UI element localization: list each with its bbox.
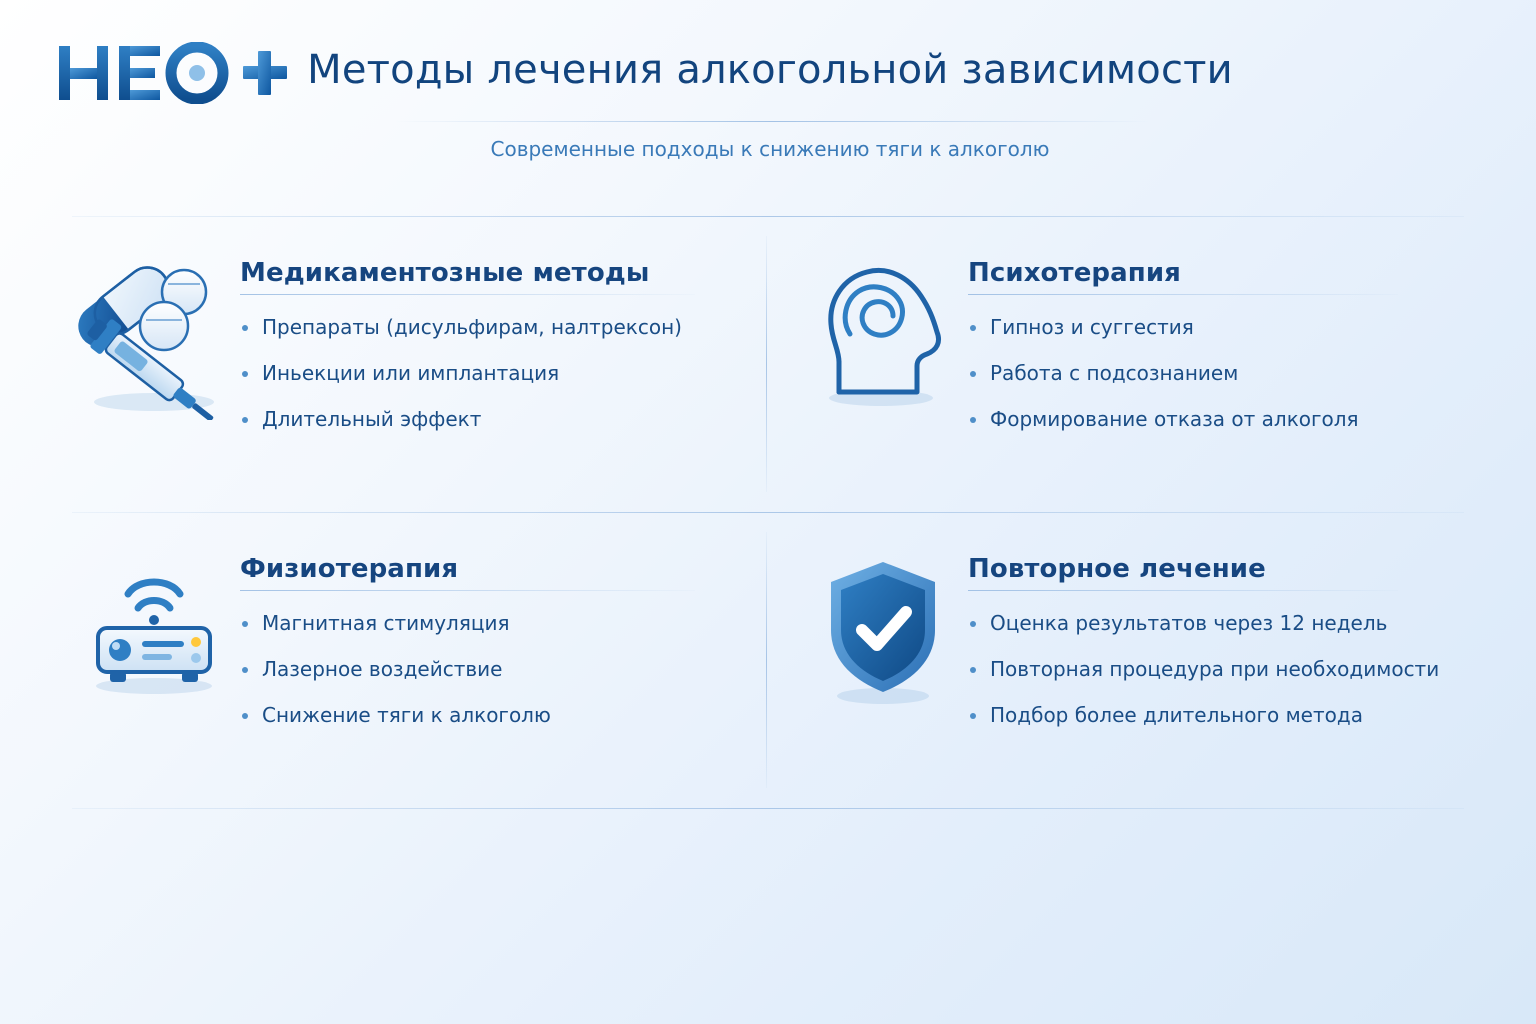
card-title-medication: Медикаментозные методы (240, 258, 650, 288)
divider-bottom (72, 808, 1464, 809)
card-physiotherapy (72, 536, 752, 788)
card-title-rule (968, 294, 1398, 295)
card-psychotherapy (800, 240, 1470, 492)
list-item: Магнитная стимуляция (240, 611, 752, 636)
card-title-psychotherapy: Психотерапия (968, 258, 1181, 288)
list-item: Подбор более длительного метода (968, 703, 1470, 728)
card-body-physiotherapy (240, 536, 752, 728)
device-signal-icon (72, 536, 240, 706)
list-item: Гипноз и суггестия (968, 315, 1470, 340)
card-body-medication (240, 240, 752, 432)
page-subtitle: Современные подходы к снижению тяги к алкоголю (490, 137, 1050, 161)
divider-middle (72, 512, 1464, 513)
card-medication (72, 240, 752, 492)
title-divider (395, 121, 1150, 122)
list-item: Лазерное воздействие (240, 657, 752, 682)
card-body-repeat-treatment (968, 536, 1470, 728)
bullet-list-psychotherapy (968, 315, 1470, 432)
bullet-list-medication (240, 315, 752, 432)
neo-plus-logo (57, 42, 287, 104)
bullet-list-physiotherapy (240, 611, 752, 728)
list-item: Формирование отказа от алкоголя (968, 407, 1470, 432)
head-spiral-icon (800, 240, 968, 410)
divider-vertical-top (766, 236, 767, 492)
card-body-psychotherapy (968, 240, 1470, 432)
list-item: Повторная процедура при необходимости (968, 657, 1470, 682)
list-item: Оценка результатов через 12 недель (968, 611, 1470, 636)
bullet-list-repeat-treatment (968, 611, 1470, 728)
card-title-rule (240, 294, 695, 295)
card-title-rule (968, 590, 1398, 591)
card-title-physiotherapy: Физиотерапия (240, 554, 459, 584)
card-title-rule (240, 590, 695, 591)
pills-and-syringe-icon (72, 240, 240, 410)
list-item: Длительный эффект (240, 407, 752, 432)
list-item: Препараты (дисульфирам, налтрексон) (240, 315, 752, 340)
divider-top (72, 216, 1464, 217)
header (0, 0, 1536, 190)
list-item: Иньекции или имплантация (240, 361, 752, 386)
card-title-repeat-treatment: Повторное лечение (968, 554, 1266, 584)
divider-vertical-bottom (766, 532, 767, 788)
list-item: Снижение тяги к алкоголю (240, 703, 752, 728)
shield-check-icon (800, 536, 968, 706)
list-item: Работа с подсознанием (968, 361, 1470, 386)
page-title: Методы лечения алкогольной зависимости (307, 47, 1233, 93)
card-repeat-treatment (800, 536, 1470, 788)
